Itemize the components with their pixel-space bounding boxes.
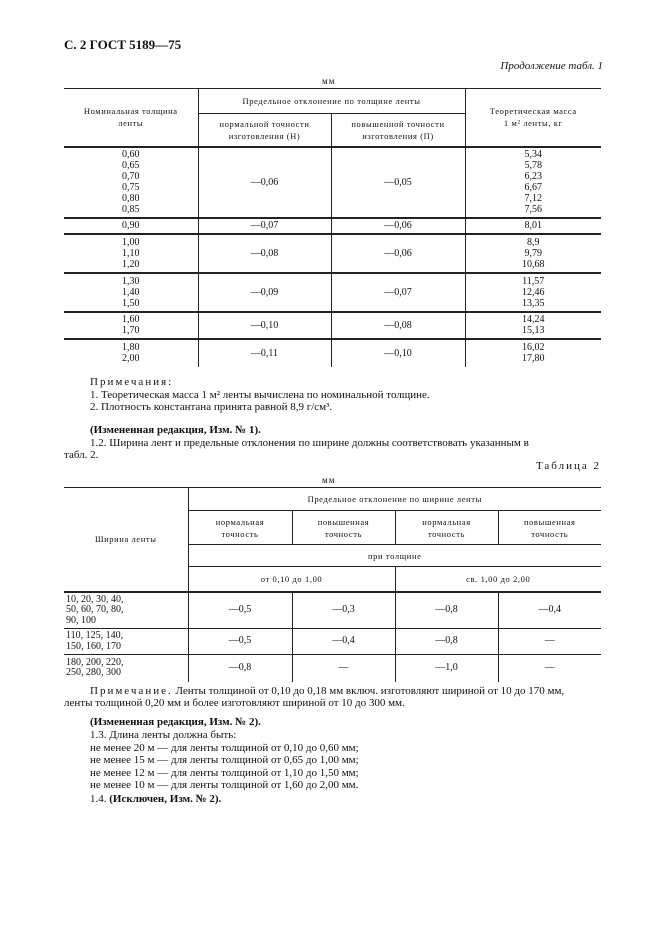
table-row: 10, 20, 30, 40, 50, 60, 70, 80, 90, 100 —0,5 —0,3 —0,8 —0,4 [64, 592, 601, 629]
table2-unit: мм [322, 475, 336, 485]
col-acc-normal-2: нормальная точность [395, 511, 498, 545]
col-acc-higher-2: повышенная точность [498, 511, 601, 545]
note-2-line1: Примечание. Ленты толщиной от 0,10 до 0,18 мм включ. изготовляют шириной от 10 до 170 мм, [90, 685, 565, 697]
note-1-item: 1. Теоретическая масса 1 м² ленты вычислена по номинальной толщине. [90, 388, 430, 401]
length-item: не менее 20 м — для ленты толщиной от 0,10 до 0,60 мм; [90, 741, 359, 754]
paragraph-1-3-title: 1.3. Длина ленты должна быть: [90, 729, 237, 741]
col-acc-higher-1: повышенная точность [292, 511, 395, 545]
table-continuation-label: Продолжение табл. 1 [500, 60, 603, 72]
note-2-item: 2. Плотность константана принята равной 8,9 г/см³. [90, 401, 333, 413]
table-row: 1,60 1,70 —0,10 —0,08 14,24 15,13 [64, 312, 601, 339]
col-width: Ширина ленты [64, 488, 188, 592]
col-theoretical-mass: Теоретическая масса 1 м² ленты, кг [465, 89, 601, 147]
table-row: 1,30 1,40 1,50 —0,09 —0,07 11,57 12,46 13,35 [64, 273, 601, 312]
table1-unit: мм [322, 76, 336, 86]
edit-note-2: (Измененная редакция, Изм. № 2). [90, 716, 261, 728]
table-row: 1,80 2,00 —0,11 —0,10 16,02 17,80 [64, 339, 601, 367]
col-acc-normal-1: нормальная точность [188, 511, 292, 545]
table-row: 0,90 —0,07 —0,06 8,01 [64, 218, 601, 234]
notes-1-title: Примечания: [90, 376, 174, 388]
col-normal-accuracy: нормальной точности изготовления (Н) [198, 114, 331, 147]
col-width-deviation: Предельное отклонение по ширине ленты [188, 488, 601, 511]
table-1 [64, 88, 601, 367]
col-thickness-deviation: Предельное отклонение по толщине ленты [198, 89, 465, 114]
col-nominal-thickness: Номинальная толщина ленты [64, 89, 198, 147]
page-header: С. 2 ГОСТ 5189—75 [64, 37, 182, 52]
col-range-2: св. 1,00 до 2,00 [395, 567, 601, 592]
length-item: не менее 15 м — для ленты толщиной от 0,65 до 1,00 мм; [90, 754, 359, 766]
notes-1 [90, 376, 430, 414]
table-row: 0,60 0,65 0,70 0,75 0,80 0,85 —0,06 —0,05 5,34 5,78 6,23 6,67 7,12 7,56 [64, 147, 601, 218]
paragraph-1-2-line2: табл. 2. [64, 449, 99, 461]
table-row: 180, 200, 220, 250, 280, 300 —0,8 — —1,0 — [64, 655, 601, 682]
length-item: не менее 10 м — для ленты толщиной от 1,60 до 2,00 мм. [90, 779, 359, 791]
table-2 [64, 487, 601, 682]
col-at-thickness: при толщине [188, 545, 601, 567]
table2-title: Таблица 2 [535, 460, 601, 472]
paragraph-1-4: 1.4. (Исключен, Изм. № 2). [90, 793, 222, 805]
table-row: 110, 125, 140, 150, 160, 170 —0,5 —0,4 —0,8 — [64, 629, 601, 655]
length-item: не менее 12 м — для ленты толщиной от 1,10 до 1,50 мм; [90, 766, 359, 779]
paragraph-1-2-line1: 1.2. Ширина лент и предельные отклонения по ширине должны соответствовать указанным в [90, 437, 529, 449]
note-2-label: Примечание. [90, 685, 173, 697]
table-row: 1,00 1,10 1,20 —0,08 —0,06 8,9 9,79 10,68 [64, 234, 601, 273]
edit-note-1: (Измененная редакция, Изм. № 1). [90, 424, 261, 436]
col-range-1: от 0,10 до 1,00 [188, 567, 395, 592]
note-2-line2: ленты толщиной 0,20 мм и более изготовляют шириной от 10 до 300 мм. [64, 697, 405, 709]
paragraph-1-3 [90, 729, 359, 792]
col-higher-accuracy: повышенной точности изготовления (П) [331, 114, 465, 147]
